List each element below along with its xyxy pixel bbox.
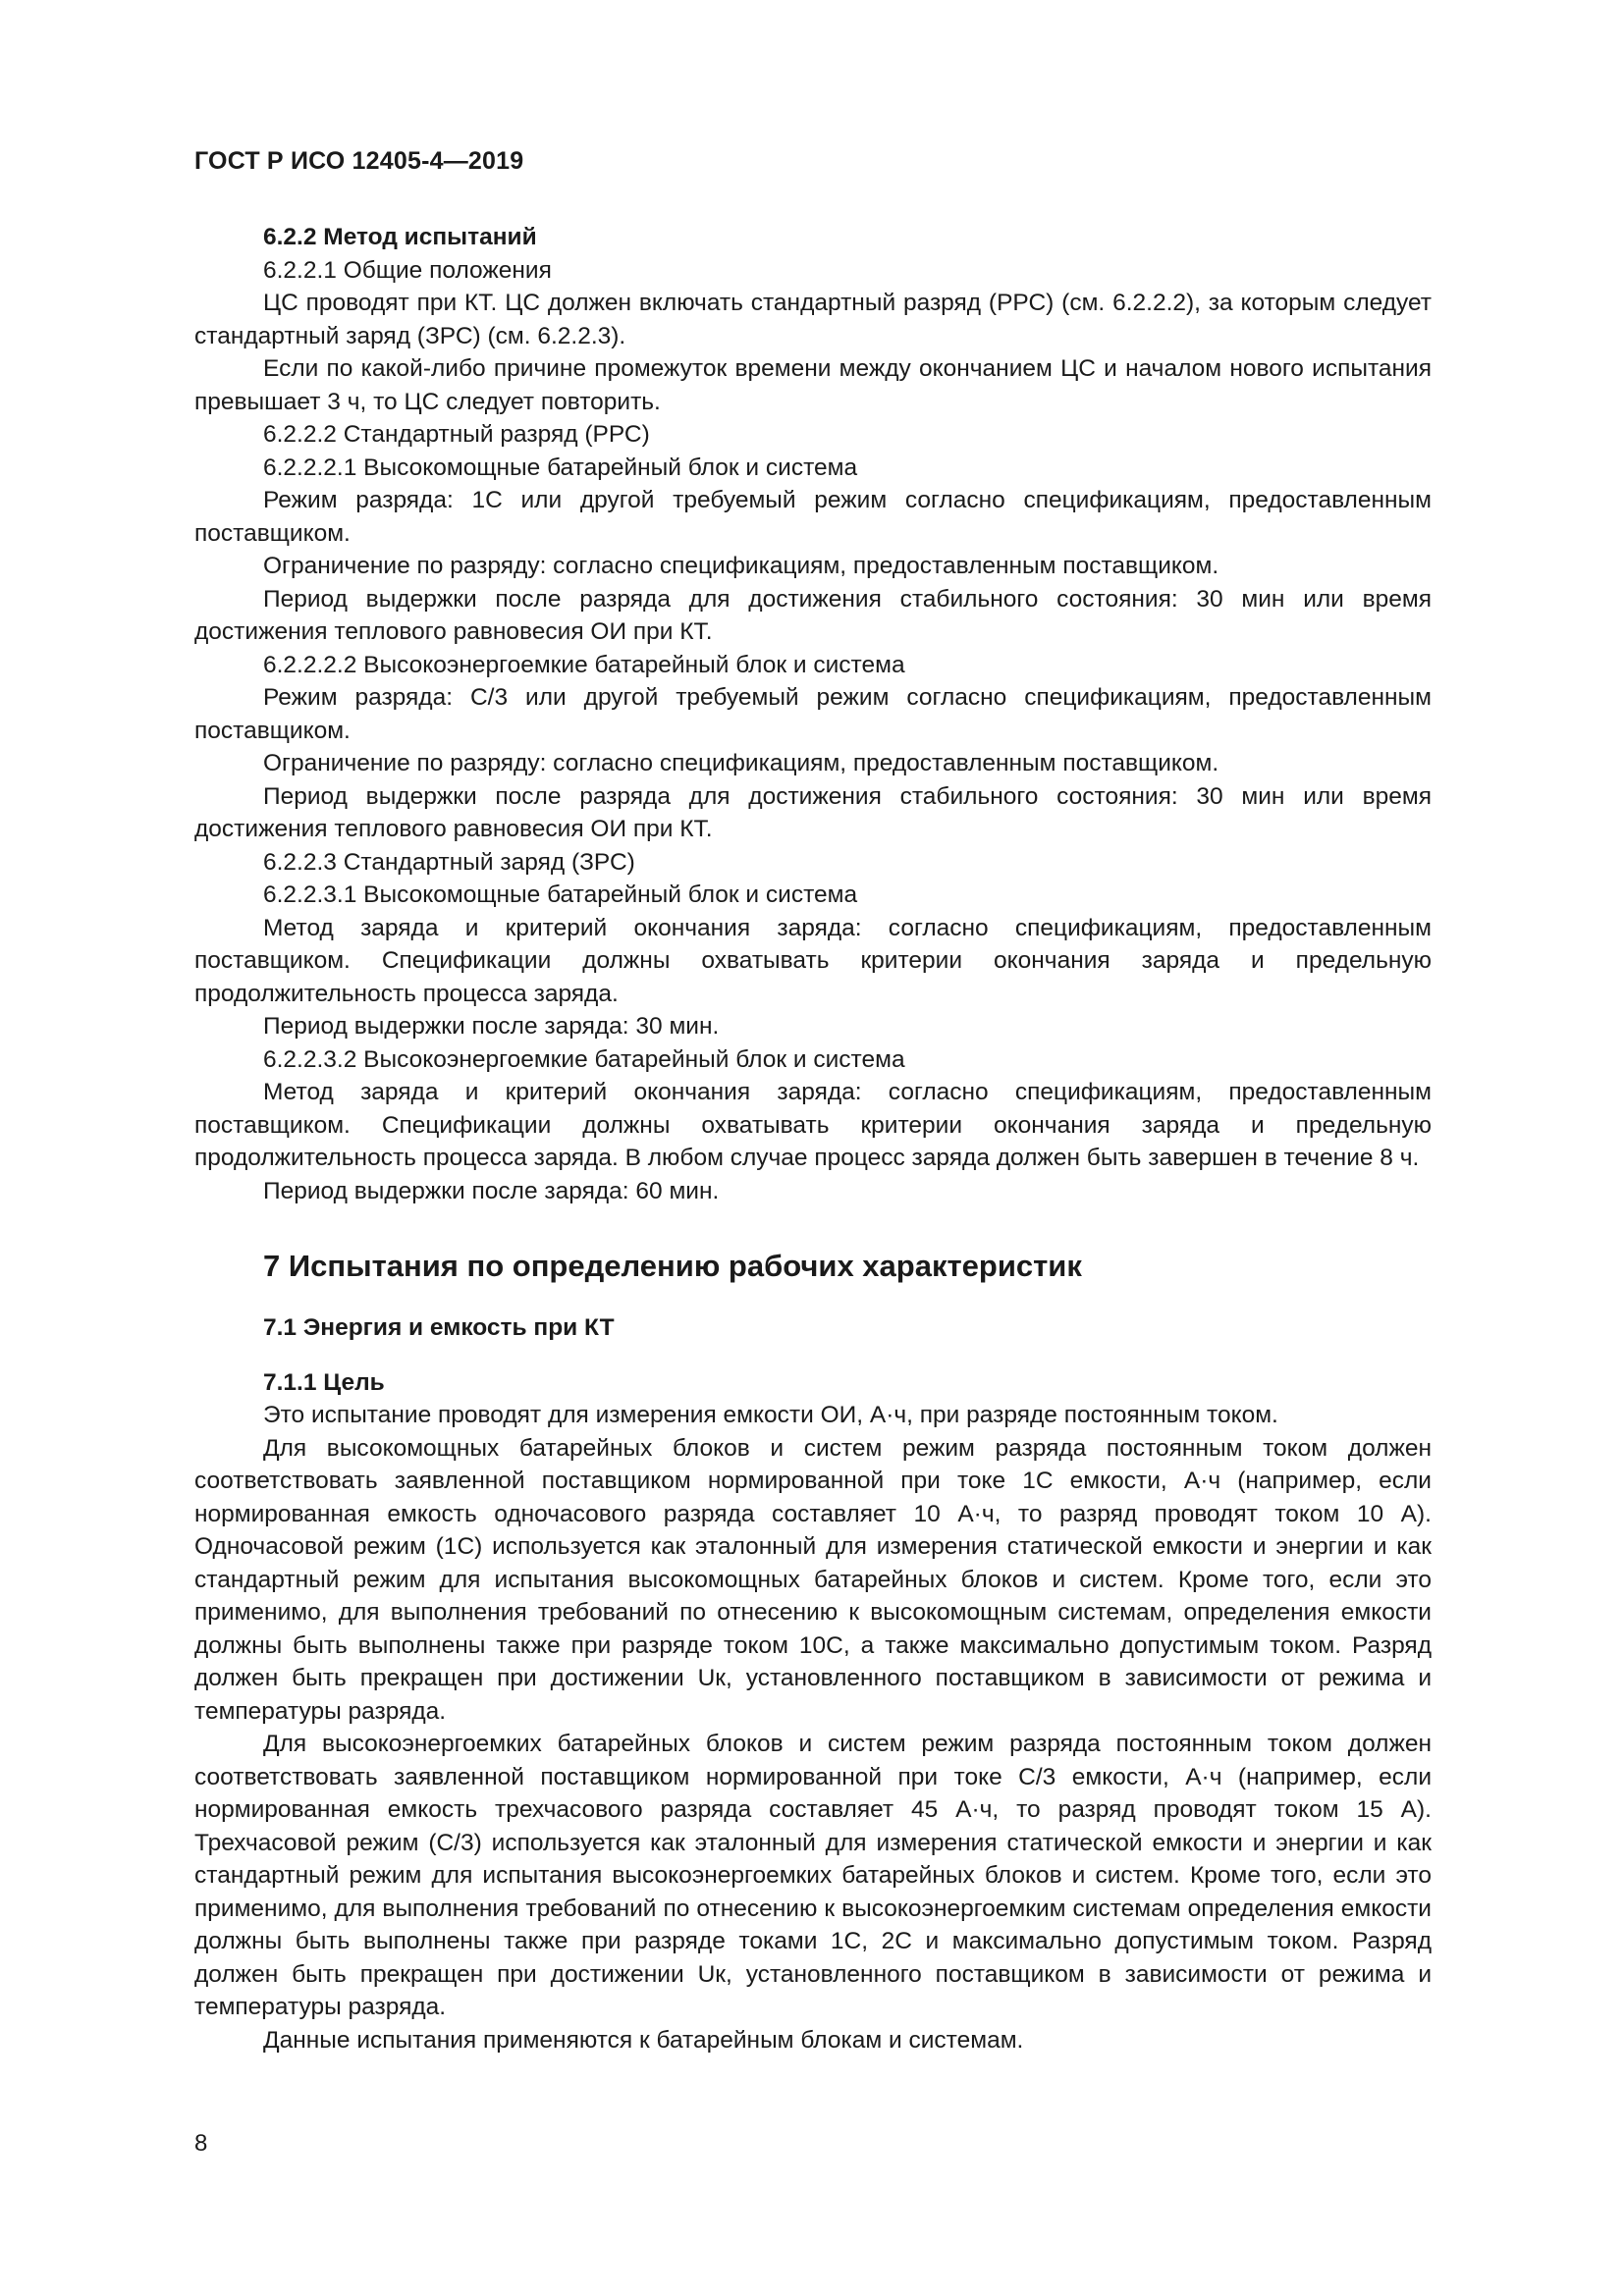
paragraph: 6.2.2.3 Стандартный заряд (ЗРС)	[263, 848, 635, 876]
paragraph: Для высокомощных батарейных блоков и систем режим разряда постоянным током должен соответствовать заявленной поставщиком нормированной при токе 1C емкости, А·ч (например, если нормированная емкость одночасового разряда составляет 10 А·ч, то разряд проводят током 10 А). Одночасовой режим (1C) используется как эталонный для измерения статической емкости и энергии и как стандартный режим для испытания высокомощных батарейных блоков и систем. Кроме того, если это применимо, для выполнения требований по отнесению к высокомощным системам, определения емкости должны быть выполнены также при разряде током 10C, а также максимально допустимым током. Разряд должен быть прекращен при достижении Uк, установленного поставщиком в зависимости от режима и температуры разряда.	[194, 1434, 1432, 1725]
document-header-title: ГОСТ Р ИСО 12405-4—2019	[194, 147, 524, 175]
page-number: 8	[194, 2130, 208, 2157]
subsection-7-1-1-title: 7.1.1 Цель	[263, 1368, 385, 1396]
paragraph: Это испытание проводят для измерения емкости ОИ, А·ч, при разряде постоянным током.	[263, 1402, 1278, 1428]
heading-6-2-2: 6.2.2 Метод испытаний	[263, 224, 537, 250]
paragraph: Данные испытания применяются к батарейным блокам и системам.	[263, 2026, 1024, 2054]
section-7-title: 7 Испытания по определению рабочих характеристик	[263, 1249, 1082, 1283]
paragraph: Период выдержки после разряда для достижения стабильного состояния: 30 мин или время достижения теплового равновесия ОИ при КТ.	[194, 585, 1432, 645]
paragraph: Период выдержки после разряда для достижения стабильного состояния: 30 мин или время достижения теплового равновесия ОИ при КТ.	[194, 782, 1432, 842]
paragraph: Период выдержки после заряда: 30 мин.	[263, 1013, 720, 1040]
paragraph: Режим разряда: C/3 или другой требуемый режим согласно спецификациям, предоставленным поставщиком.	[194, 684, 1432, 744]
paragraph: Период выдержки после заряда: 60 мин.	[263, 1177, 720, 1204]
paragraph: Для высокоэнергоемких батарейных блоков и систем режим разряда постоянным током должен соответствовать заявленной поставщиком нормированной при токе C/3 емкости, А·ч (например, если нормированная емкость трехчасового разряда составляет 45 А·ч, то разряд проводят током 15 А). Трехчасовой режим (C/3) используется как эталонный для измерения статической емкости и энергии и как стандартный режим для испытания высокоэнергоемких батарейных блоков и систем. Кроме того, если это применимо, для выполнения требований по отнесению к высокоэнергоемким системам определения емкости должны быть выполнены также при разряде токами 1C, 2C и максимально допустимым током. Разряд должен быть прекращен при достижении Uк, установленного поставщиком в зависимости от режима и температуры разряда.	[194, 1731, 1432, 2020]
paragraph: 6.2.2.2.2 Высокоэнергоемкие батарейный блок и система	[263, 651, 905, 678]
paragraph: 6.2.2.3.2 Высокоэнергоемкие батарейный блок и система	[263, 1045, 905, 1073]
paragraph: Ограничение по разряду: согласно спецификациям, предоставленным поставщиком.	[263, 553, 1219, 579]
subsection-7-1-title: 7.1 Энергия и емкость при КТ	[263, 1314, 615, 1341]
paragraph: 6.2.2.2 Стандартный разряд (РРС)	[263, 421, 650, 448]
paragraph: 6.2.2.3.1 Высокомощные батарейный блок и система	[263, 881, 858, 908]
paragraph: Режим разряда: 1C или другой требуемый режим согласно спецификациям, предоставленным поставщиком.	[194, 487, 1432, 547]
paragraph: Метод заряда и критерий окончания заряда: согласно спецификациям, предоставленным поставщиком. Спецификации должны охватывать критерии окончания заряда и предельную продолжительность процесса заряда.	[194, 914, 1432, 1007]
paragraph: Если по какой-либо причине промежуток времени между окончанием ЦС и началом нового испытания превышает 3 ч, то ЦС следует повторить.	[194, 355, 1432, 415]
document-body	[194, 221, 1432, 2056]
paragraph: 6.2.2.2.1 Высокомощные батарейный блок и система	[263, 454, 858, 481]
paragraph: Ограничение по разряду: согласно спецификациям, предоставленным поставщиком.	[263, 750, 1219, 776]
paragraph: ЦС проводят при КТ. ЦС должен включать стандартный разряд (РРС) (см. 6.2.2.2), за которым следует стандартный заряд (ЗРС) (см. 6.2.2.3).	[194, 290, 1432, 349]
paragraph: Метод заряда и критерий окончания заряда: согласно спецификациям, предоставленным поставщиком. Спецификации должны охватывать критерии окончания заряда и предельную продолжительность процесса заряда. В любом случае процесс заряда должен быть завершен в течение 8 ч.	[194, 1079, 1432, 1171]
paragraph: 6.2.2.1 Общие положения	[263, 256, 552, 284]
